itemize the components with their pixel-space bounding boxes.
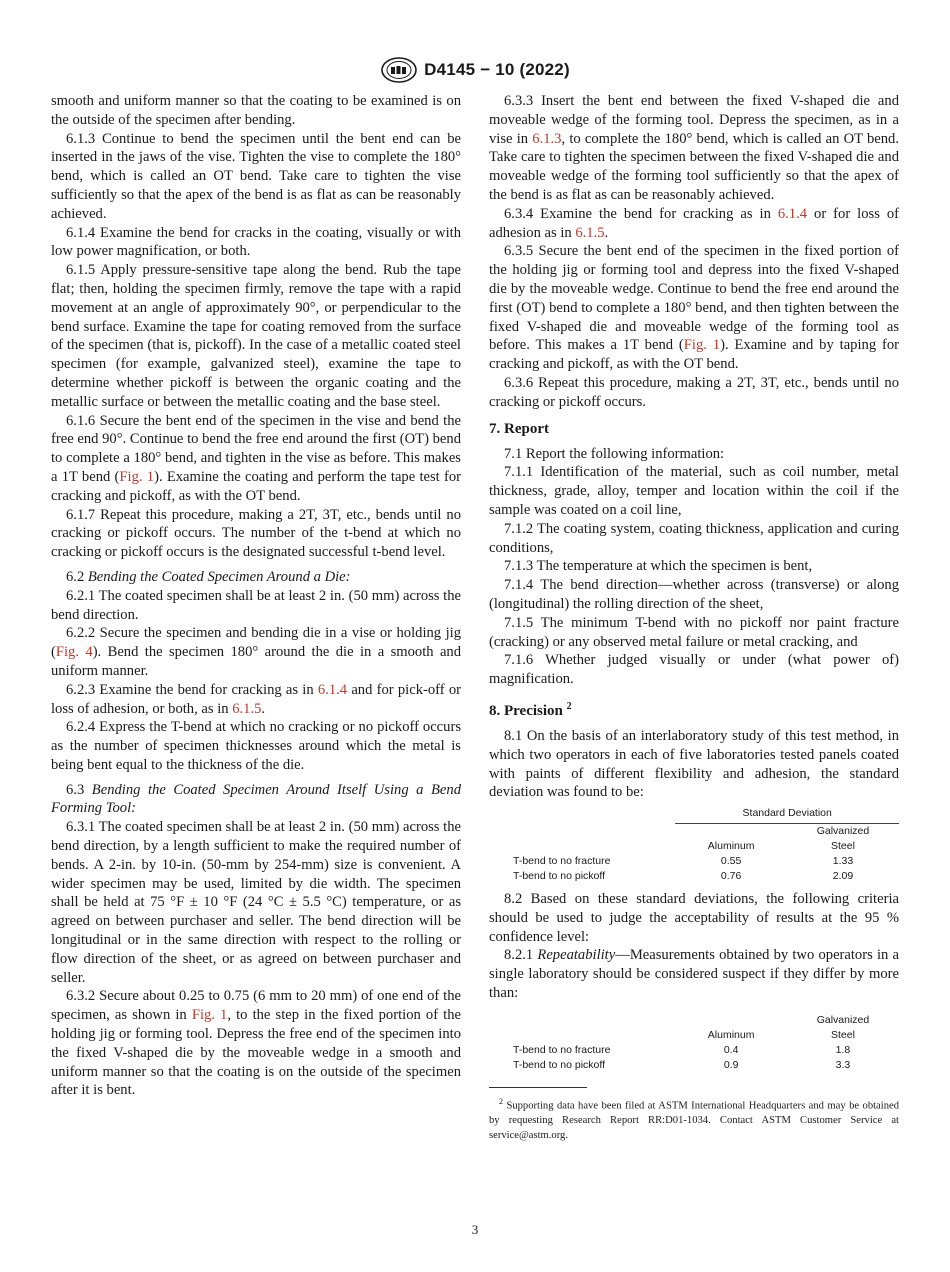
row-label: T-bend to no pickoff [513,870,606,883]
text-run: ). Bend the specimen 180° around the die in a smooth and uniform manner. [51,644,462,679]
section-number: 8.2.1 [504,947,538,964]
text-run: 6.2.2 Secure the specimen and bending die in a vise or holding jig ( [51,625,461,661]
standard-deviation-table [489,806,899,884]
text-run: ). Examine the coating and perform the tape test for cracking and pickoff, as with the OT bend. [51,468,461,504]
fig-1-link[interactable]: Fig. 1 [119,468,155,485]
row-label: T-bend to no pickoff [513,1058,606,1071]
cell-aluminum: 0.76 [720,870,742,883]
fig-1-link[interactable]: Fig. 1 [683,337,721,354]
paragraph-continued: smooth and uniform manner so that the coating to be examined is on the outside of the specimen after bending. [51,93,461,128]
table-corner [489,1013,675,1028]
paragraph-6-3-3 [489,92,899,205]
section-title: 8. Precision [489,702,567,719]
paragraph-7-1: 7.1 Report the following information: [504,445,725,462]
section-6-1-5-link[interactable]: 6.1.5 [575,224,605,241]
row-label: T-bend to no fracture [513,855,611,868]
text-run: 6.1.6 Secure the bent end of the specimen in the vise and bend the free end 90°. Continue to bend the free end around the first (OT) bend to complete a 180° bend, and tighten in the vise as before. This makes a 1T bend ( [51,412,461,485]
text-run: or for loss of adhesion as in [489,205,900,241]
text-run: 6.3.5 Secure the bent end of the specimen in the fixed portion of the holding jig or forming tool and depress into the fixed V-shaped die by the moveable wedge. Continue to bend the free end around the first (OT) bend to complete a 180° bend, and then tighten between the fixed V-shaped die and moveable wedge of the forming tool as before. This makes a 1T bend ( [489,243,899,354]
paragraph-8-2-1 [489,946,899,1002]
text-run: ). Examine and by taping for cracking and pickoff, as with the OT bend. [489,337,900,373]
footnote-text: Supporting data have been filed at ASTM International Headquarters and may be obtained by requesting Research Report RR:D01-1034. Contact ASTM Customer Service at service@astm.org. [489,1100,899,1142]
document-id: D4145 − 10 (2022) [424,60,570,79]
paragraph-6-3-4 [489,205,899,243]
paragraph-6-2-4: 6.2.4 Express the T-bend at which no cracking or no pickoff occurs as the number of specimen thicknesses around which the metal is being bent equal to the thickness of the die. [51,719,461,773]
section-number: 6.3 [66,781,92,798]
table-row [489,1043,899,1058]
text-run: 6.3.2 Secure about 0.25 to 0.75 (6 mm to 20 mm) of one end of the specimen, as shown in [51,988,461,1024]
footnote-divider [489,1087,587,1088]
page-number: 3 [471,1222,479,1237]
table-corner [489,839,675,854]
paragraph-6-1-6 [51,412,461,506]
column-header-steel: Steel [830,1028,855,1041]
table-row [489,869,899,884]
column-header-empty [675,824,787,840]
paragraph-6-1-7: 6.1.7 Repeat this procedure, making a 2T, 3T, etc., bends until no cracking or pickoff occurs. The number of the t-bend at which no cracking or pickoff occurs is the designated successful t-bend level. [51,506,461,561]
paragraph-6-3-5 [489,242,899,374]
section-6-1-3-link[interactable]: 6.1.3 [532,130,562,147]
section-6-1-5-link[interactable]: 6.1.5 [232,700,262,717]
paragraph-6-1-4: 6.1.4 Examine the bend for cracks in the coating, visually or with low power magnification, or both. [51,224,461,260]
text-run: . [261,700,266,717]
section-number: 6.2 [66,568,88,585]
defined-term: Repeatability [537,947,616,964]
text-run: 6.3.3 Insert the bent end between the fixed V-shaped die and moveable wedge of the forming tool. Depress the specimen, as in a vise in [489,93,899,147]
text-run: , to the step in the fixed portion of the holding jig or forming tool. Depress the free end of the specimen into the fixed V-shaped die by the moveable wedge in a smooth and uniform manner so that the coating is on the outside of the specimen after it is bent. [51,1007,461,1099]
left-column [51,92,461,1100]
table-corner [489,824,675,840]
paragraph-6-3-2 [51,987,461,1100]
paragraph-8-2: 8.2 Based on these standard deviations, the following criteria should be used to judge the acceptability of results at the 95 % confidence level: [489,891,899,945]
paragraph-6-2-2 [51,624,461,680]
section-6-1-4-link[interactable]: 6.1.4 [777,205,808,222]
footnote-marker: 2 [499,1096,503,1106]
text-run: 6.2.3 Examine the bend for cracking as in [66,681,318,698]
page-header [0,56,950,84]
section-title: Bending the Coated Specimen Around a Die: [87,568,351,585]
cell-aluminum: 0.4 [723,1043,739,1056]
paragraph-6-2-3 [51,681,461,719]
paragraph-7-1-4: 7.1.4 The bend direction—whether across (transverse) or along (longitudinal) the rolling direction of the sheet, [489,577,899,612]
paragraph-6-3-1: 6.3.1 The coated specimen shall be at least 2 in. (50 mm) across the bend direction, by a length sufficient to make the required number of bends. A 2-in. by 10-in. (50-mm by 254-mm) size is convenient. A wider specimen may be used, limited by die width. The specimen shall be held at 75 °F ± 10 °F (24 °C ± 5.5 °C) temperature, or as agreed on between purchaser and seller. The bend direction will be longitudinal or in the same direction with respect to the rolling or flow direction of the sheet, or as agreed on between purchaser and seller. [51,819,461,986]
paragraph-7-1-2: 7.1.2 The coating system, coating thickness, application and curing conditions, [489,520,899,556]
fig-4-link[interactable]: Fig. 4 [55,644,93,661]
table-row [489,854,899,869]
footnote-ref[interactable]: 2 [566,700,572,712]
text-run: . [604,224,609,241]
paragraph-6-1-3: 6.1.3 Continue to bend the specimen until the bent end can be inserted in the jaws of the vise. Tighten the vise to complete the 180° bend, which is called an OT bend. Take care to tighten the vise sufficiently so that the apex of the bend is as flat as can be reasonably achieved. [51,130,461,222]
cell-aluminum: 0.55 [720,855,742,868]
paragraph-7-1-1: 7.1.1 Identification of the material, such as coil number, metal thickness, grade, alloy, temper and location within the coil if the sample was coated on a coil line, [489,464,899,518]
text-run: , to complete the 180° bend, which is called an OT bend. Take care to tighten the specimen between the fixed V-shaped die and moveable wedge of the forming tool sufficiently so that the apex of the bend is as flat as can be reasonably achieved. [489,130,899,203]
repeatability-table [489,1013,899,1073]
paragraph-6-1-5: 6.1.5 Apply pressure-sensitive tape along the bend. Rub the tape flat; then, holding the specimen firmly, remove the tape with a rapid movement at an angle of approximately 90°, or perpendicular to the bend surface. Examine the tape for coating removed from the surface of the specimen (that is, pickoff). In the case of a metallic coated steel specimen (for example, galvanized steel), examine the tape to determine whether pickoff is between the organic coating and the metallic surface or between the metallic coating and the base steel. [51,262,461,410]
cell-steel: 2.09 [832,870,854,883]
footnote-2 [489,1094,899,1144]
heading-6-3 [51,781,461,819]
column-header-aluminum: Aluminum [707,840,755,853]
text-run: 6.3.4 Examine the bend for cracking as in [504,205,778,222]
table-corner [489,1028,675,1043]
column-header-steel: Steel [830,840,855,853]
table-row [489,1058,899,1073]
heading-6-2 [51,568,461,587]
text-run: —Measurements obtained by two operators in a single laboratory should be considered suspect if they differ by more than: [489,947,900,1002]
astm-logo-icon [380,57,418,83]
column-header-galvanized: Galvanized [816,825,870,838]
paragraph-7-1-3: 7.1.3 The temperature at which the specimen is bent, [504,558,813,575]
section-8-heading [489,697,899,721]
section-title: Bending the Coated Specimen Around Itself Using a Bend Forming Tool: [51,781,462,817]
table-corner [489,806,675,824]
table-caption: Standard Deviation [675,806,899,824]
cell-steel: 1.8 [835,1043,851,1056]
right-column [489,92,899,1143]
paragraph-6-2-1: 6.2.1 The coated specimen shall be at least 2 in. (50 mm) across the bend direction. [51,587,461,623]
cell-steel: 3.3 [835,1058,851,1071]
section-7-heading: 7. Report [489,420,549,437]
cell-steel: 1.33 [832,855,854,868]
section-6-1-4-link[interactable]: 6.1.4 [317,681,348,698]
column-header-aluminum: Aluminum [707,1028,755,1041]
paragraph-7-1-5: 7.1.5 The minimum T-bend with no pickoff nor paint fracture (cracking) or any observed metal failure or metal cracking, and [489,614,899,650]
paragraph-8-1: 8.1 On the basis of an interlaboratory study of this test method, in which two operators in each of five laboratories tested panels coated with paints of different flexibility and adhesion, the standard deviation was found to be: [489,727,899,801]
row-label: T-bend to no fracture [513,1043,611,1056]
column-header-empty [675,1013,787,1028]
column-header-galvanized: Galvanized [816,1013,870,1026]
cell-aluminum: 0.9 [723,1058,739,1071]
fig-1-link[interactable]: Fig. 1 [191,1007,228,1024]
paragraph-7-1-6: 7.1.6 Whether judged visually or under (what power of) magnification. [489,652,899,688]
text-run: and for pick-off or loss of adhesion, or both, as in [51,681,461,717]
paragraph-6-3-6: 6.3.6 Repeat this procedure, making a 2T, 3T, etc., bends until no cracking or pickoff occurs. [489,374,899,410]
